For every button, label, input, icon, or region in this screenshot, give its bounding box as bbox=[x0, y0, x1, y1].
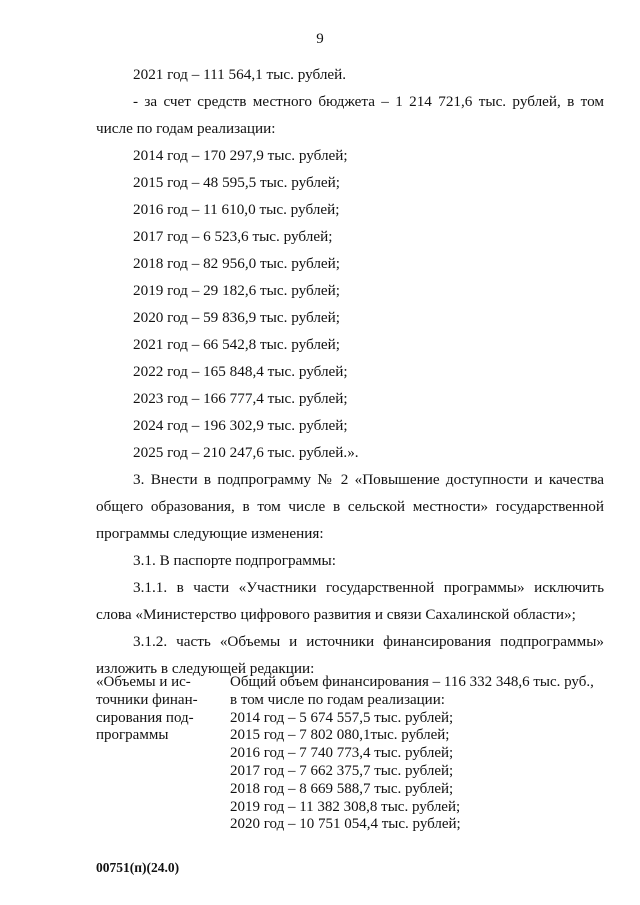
value-line: Общий объем финансирования – 116 332 348,6 тыс. руб., bbox=[230, 674, 594, 690]
text-line: 2021 год – 111 564,1 тыс. рублей. bbox=[133, 66, 347, 83]
text-line: 2015 год – 48 595,5 тыс. рублей; bbox=[133, 174, 341, 191]
text-line: числе по годам реализации: bbox=[96, 120, 276, 137]
text-line: 3.1.2. часть «Объемы и источники финансирования подпрограммы» bbox=[133, 633, 604, 650]
text-line: 2017 год – 6 523,6 тыс. рублей; bbox=[133, 228, 333, 245]
text-line: общего образования, в том числе в сельской местности» государственной bbox=[96, 498, 604, 515]
text-line: 3. Внести в подпрограмму № 2 «Повышение доступности и качества bbox=[133, 471, 604, 488]
value-line: 2019 год – 11 382 308,8 тыс. рублей; bbox=[230, 798, 461, 815]
text-line: 2021 год – 66 542,8 тыс. рублей; bbox=[133, 336, 341, 353]
value-line: 2017 год – 7 662 375,7 тыс. рублей; bbox=[230, 762, 454, 779]
body-text bbox=[96, 61, 604, 682]
text-line: программы следующие изменения: bbox=[96, 525, 324, 542]
passport-table-value bbox=[230, 674, 604, 834]
page-number: 9 bbox=[316, 31, 324, 47]
value-line: 2018 год – 8 669 588,7 тыс. рублей; bbox=[230, 780, 454, 797]
text-line: 2016 год – 11 610,0 тыс. рублей; bbox=[133, 201, 340, 218]
text-line: слова «Министерство цифрового развития и связи Сахалинской области»; bbox=[96, 606, 576, 623]
label-line: точники финан- bbox=[96, 691, 198, 708]
text-line: 2020 год – 59 836,9 тыс. рублей; bbox=[133, 309, 341, 326]
passport-table-label bbox=[96, 674, 230, 834]
value-line: в том числе по годам реализации: bbox=[230, 691, 445, 708]
text-line: изложить в следующей редакции: bbox=[96, 660, 315, 677]
text-line: - за счет средств местного бюджета – 1 214 721,6 тыс. рублей, в том bbox=[133, 93, 604, 110]
value-line: 2014 год – 5 674 557,5 тыс. рублей; bbox=[230, 709, 454, 726]
label-line: «Объемы и ис- bbox=[96, 674, 191, 690]
value-line: 2015 год – 7 802 080,1тыс. рублей; bbox=[230, 727, 450, 744]
passport-table bbox=[96, 674, 604, 834]
text-line: 2025 год – 210 247,6 тыс. рублей.». bbox=[133, 444, 359, 461]
value-line: 2016 год – 7 740 773,4 тыс. рублей; bbox=[230, 745, 454, 762]
text-line: 3.1. В паспорте подпрограммы: bbox=[133, 552, 336, 569]
text-line: 3.1.1. в части «Участники государственной программы» исключить bbox=[133, 579, 604, 596]
text-line: 2014 год – 170 297,9 тыс. рублей; bbox=[133, 147, 348, 164]
text-line: 2018 год – 82 956,0 тыс. рублей; bbox=[133, 255, 341, 272]
label-line: программы bbox=[96, 727, 169, 744]
label-line: сирования под- bbox=[96, 709, 194, 726]
text-line: 2019 год – 29 182,6 тыс. рублей; bbox=[133, 282, 341, 299]
text-line: 2023 год – 166 777,4 тыс. рублей; bbox=[133, 390, 348, 407]
value-line: 2020 год – 10 751 054,4 тыс. рублей; bbox=[230, 816, 461, 833]
document-code: 00751(п)(24.0) bbox=[96, 860, 180, 875]
text-line: 2024 год – 196 302,9 тыс. рублей; bbox=[133, 417, 348, 434]
text-line: 2022 год – 165 848,4 тыс. рублей; bbox=[133, 363, 348, 380]
